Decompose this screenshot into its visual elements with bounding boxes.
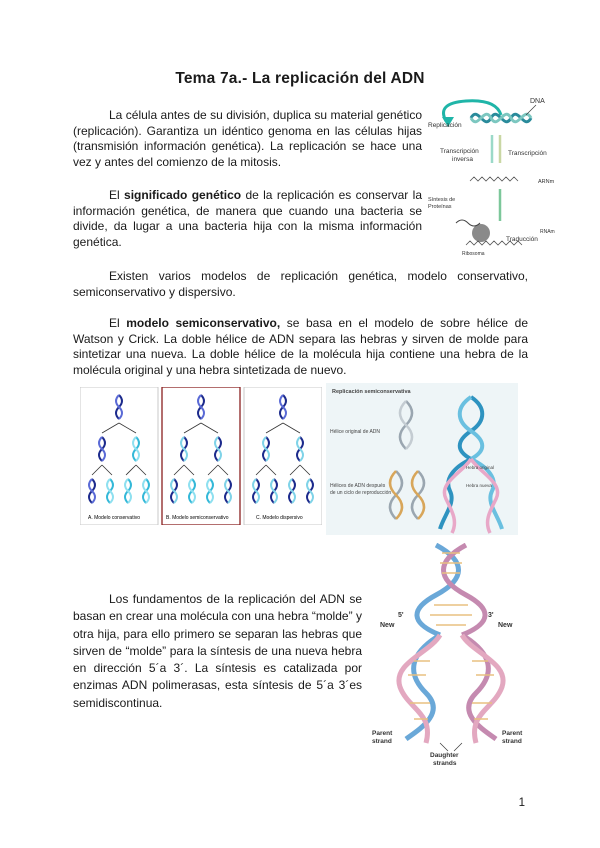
paragraph-intro-text: La célula antes de su división, duplica su material genético (replicación). Garantiza un idéntico genoma en las células hijas (transmisión información genética). La replicación se hace una vez y antes del comienzo de la mitosis. xyxy=(73,108,422,169)
right-daughter-helix xyxy=(462,635,503,743)
figure-replication-models xyxy=(80,387,322,525)
page-title: Tema 7a.- La replicación del ADN xyxy=(175,70,425,87)
paragraph-intro xyxy=(73,108,422,170)
paragraph-semiconservativo-pre: El xyxy=(109,316,127,330)
paragraph-significado-bold: significado genético xyxy=(124,188,242,202)
label-modelo-conservativo: A. Modelo conservativo xyxy=(88,515,140,521)
label-dna: DNA xyxy=(530,98,545,105)
replication-fork-diagram xyxy=(370,543,532,765)
semiconservative-diagram xyxy=(326,383,518,535)
label-rnam: RNAm xyxy=(540,229,555,235)
label-traduccion: Traducción xyxy=(506,236,538,243)
parent-helix-top xyxy=(417,545,485,635)
paragraph-fundamentos-text: Los fundamentos de la replicación del ADN se basan en crear una molécula con una hebra “molde” y otra hija, para ello primero se separan las hebras que sirven de “molde” para la síntesis de una nueva hebra en dirección 5´a 3´. La síntesis es catalizada por enzimas ADN polimerasas, esta síntesis de 5´a 3´es semidiscontinua. xyxy=(73,592,362,710)
label-ribosoma: Ribosoma xyxy=(462,251,485,255)
paragraph-semiconservativo-bold: modelo semiconservativo, xyxy=(126,316,281,330)
label-arnm: ARNm xyxy=(538,179,555,185)
page-number: 1 xyxy=(518,797,525,809)
small-helix-original xyxy=(400,401,412,449)
label-replicacion: Replicación xyxy=(428,122,462,129)
label-new-right: New xyxy=(498,622,513,629)
label-new-left: New xyxy=(380,622,395,629)
figure-central-dogma xyxy=(426,93,564,255)
label-five-prime: 5' xyxy=(398,612,404,619)
figure-semiconservative xyxy=(326,383,518,535)
replication-models-diagram xyxy=(80,387,322,525)
label-daughter-line1: Daughter xyxy=(430,752,459,759)
label-sintesis-line2: Proteínas xyxy=(428,204,452,210)
label-hebra-original: Hebra original xyxy=(466,465,495,470)
paragraph-significado-post: de la replicación es conservar la información genética, de manera que cuando una bacteria se divide, da lugar a una bacteria hija con la misma información genética. xyxy=(73,188,422,249)
left-daughter-helix xyxy=(399,635,440,743)
paragraph-modelos xyxy=(73,269,528,300)
paragraph-semiconservativo xyxy=(73,316,528,378)
label-daughter-strands xyxy=(430,752,460,765)
label-helices-despues xyxy=(330,483,391,496)
label-inversa-line: inversa xyxy=(452,156,473,163)
label-parent-right-line2: strand xyxy=(502,738,522,745)
label-transcripcion-inversa xyxy=(440,148,481,163)
label-daughter-line2: strands xyxy=(433,760,457,765)
small-helix-daughters xyxy=(390,471,424,519)
ribosome-shape xyxy=(472,224,490,242)
label-sintesis xyxy=(428,197,457,210)
label-helices-line2: de un ciclo de reproducción xyxy=(330,490,392,496)
label-sintesis-line1: Síntesis de xyxy=(428,197,456,203)
paragraph-significado xyxy=(73,188,422,250)
label-parent-strand-right xyxy=(502,730,524,745)
label-replicacion-semiconservativa: Replicación semiconservativa xyxy=(332,389,411,395)
label-transcripcion-inversa-line: Transcripción xyxy=(440,148,479,155)
central-dogma-diagram xyxy=(426,93,564,255)
paragraph-semiconservativo-post: se basa en el modelo de sobre hélice de Watson y Crick. La doble hélice de ADN separa las hebras y sirven de molde para sintetizar una nueva. La doble hélice de la molécula hija contiene una hebra de la molécula original y una hebra sintetizada de nuevo. xyxy=(73,316,528,377)
label-parent-right-line1: Parent xyxy=(502,730,523,737)
label-helices-line1: Hélices de ADN después xyxy=(330,483,386,489)
paragraph-fundamentos xyxy=(73,591,362,712)
label-parent-left-line2: strand xyxy=(372,738,392,745)
figure-replication-fork xyxy=(370,543,532,765)
label-helice-original: Hélice original de ADN xyxy=(330,429,381,435)
label-modelo-semiconservativo: B. Modelo semiconservativo xyxy=(166,515,229,521)
label-modelo-dispersivo: C. Modelo dispersivo xyxy=(256,515,303,521)
label-hebra-nueva: Hebra nueva xyxy=(466,483,492,488)
label-parent-strand-left xyxy=(372,730,394,745)
paragraph-significado-pre: El xyxy=(109,188,125,202)
paragraph-modelos-text: Existen varios modelos de replicación genética, modelo conservativo, semiconservativo y dispersivo. xyxy=(73,269,528,299)
label-three-prime: 3' xyxy=(488,612,494,619)
label-transcripcion: Transcripción xyxy=(508,150,547,157)
label-parent-left-line1: Parent xyxy=(372,730,393,737)
